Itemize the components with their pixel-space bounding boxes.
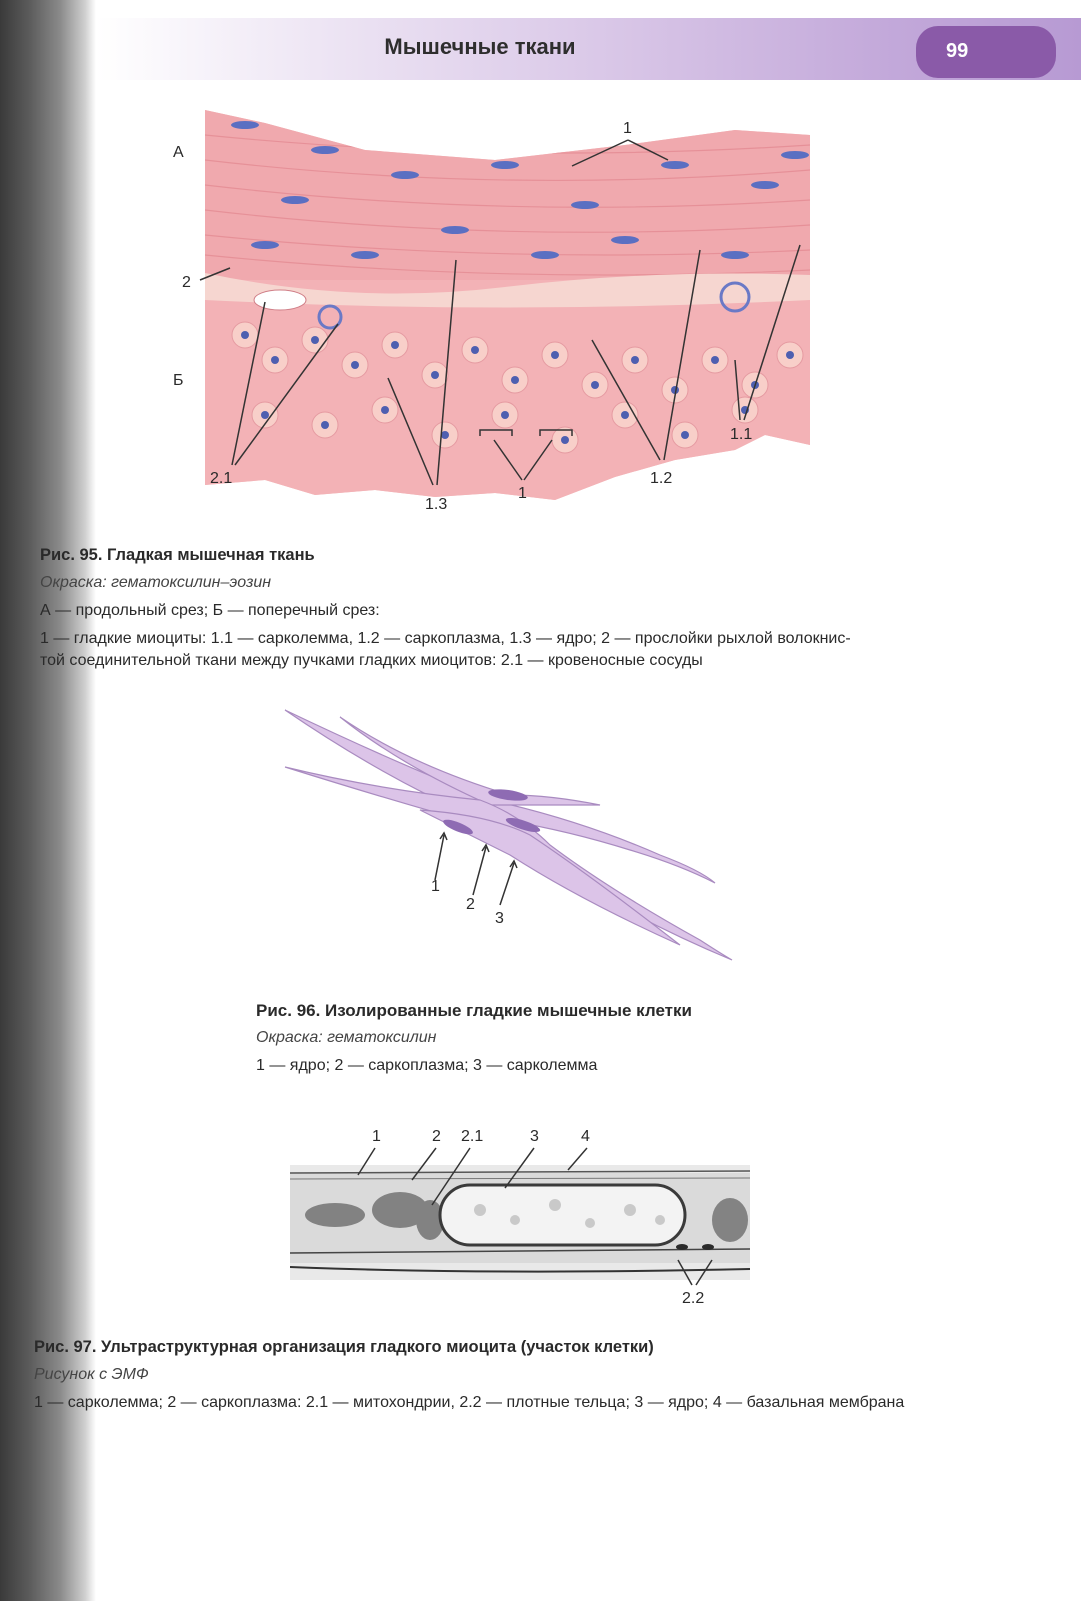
fig95-label-1-top: 1 — [623, 120, 632, 137]
fig97-label-lines — [0, 1130, 1081, 1310]
fig97-label-1: 1 — [372, 1128, 381, 1145]
fig96-label-3: 3 — [495, 910, 504, 927]
fig95-label-lines — [0, 0, 1081, 520]
fig97-caption-stain: Рисунок с ЭМФ — [34, 1366, 149, 1383]
fig95-caption-line1: А — продольный срез; Б — поперечный срез: — [40, 602, 380, 619]
fig97-label-2-1: 2.1 — [461, 1128, 484, 1145]
fig97-label-2-2: 2.2 — [682, 1290, 705, 1307]
fig95-label-2-1: 2.1 — [210, 470, 233, 487]
fig95-caption-title: Рис. 95. Гладкая мышечная ткань — [40, 546, 315, 564]
fig97-label-3: 3 — [530, 1128, 539, 1145]
fig95-label-1-3: 1.3 — [425, 496, 448, 513]
fig97-caption-title: Рис. 97. Ультраструктурная организация гладкого миоцита (участок клетки) — [34, 1338, 654, 1356]
fig95-caption-line3: той соединительной ткани между пучками гладких миоцитов: 2.1 — кровеносные сосуды — [40, 652, 703, 669]
fig96-caption-title: Рис. 96. Изолированные гладкие мышечные клетки — [256, 1001, 692, 1020]
fig95-label-1-bottom: 1 — [518, 485, 527, 502]
fig96-label-1: 1 — [431, 878, 440, 895]
fig95-label-B: Б — [173, 372, 184, 389]
fig95-label-1-1: 1.1 — [730, 426, 753, 443]
fig95-caption-line2: 1 — гладкие миоциты: 1.1 — сарколемма, 1.2 — саркоплазма, 1.3 — ядро; 2 — прослойки рыхлой волокнис- — [40, 630, 851, 647]
fig95-label-A: А — [173, 144, 184, 161]
fig97-caption-line1: 1 — сарколемма; 2 — саркоплазма: 2.1 — митохондрии, 2.2 — плотные тельца; 3 — ядро; 4 — базальная мембрана — [34, 1394, 905, 1411]
fig96-caption-stain: Окраска: гематоксилин — [256, 1029, 437, 1046]
fig97-label-4: 4 — [581, 1128, 590, 1145]
fig96-caption-line1: 1 — ядро; 2 — саркоплазма; 3 — сарколемма — [256, 1057, 598, 1074]
page-number-badge: 99 — [916, 26, 1056, 78]
fig95-caption-stain: Окраска: гематоксилин–эозин — [40, 574, 272, 591]
fig97-label-2: 2 — [432, 1128, 441, 1145]
fig95-label-2: 2 — [182, 274, 191, 291]
fig96-isolated-cells-drawing — [280, 705, 740, 965]
page-title: Мышечные ткани — [384, 34, 576, 59]
fig96-label-2: 2 — [466, 896, 475, 913]
fig95-label-1-2: 1.2 — [650, 470, 673, 487]
